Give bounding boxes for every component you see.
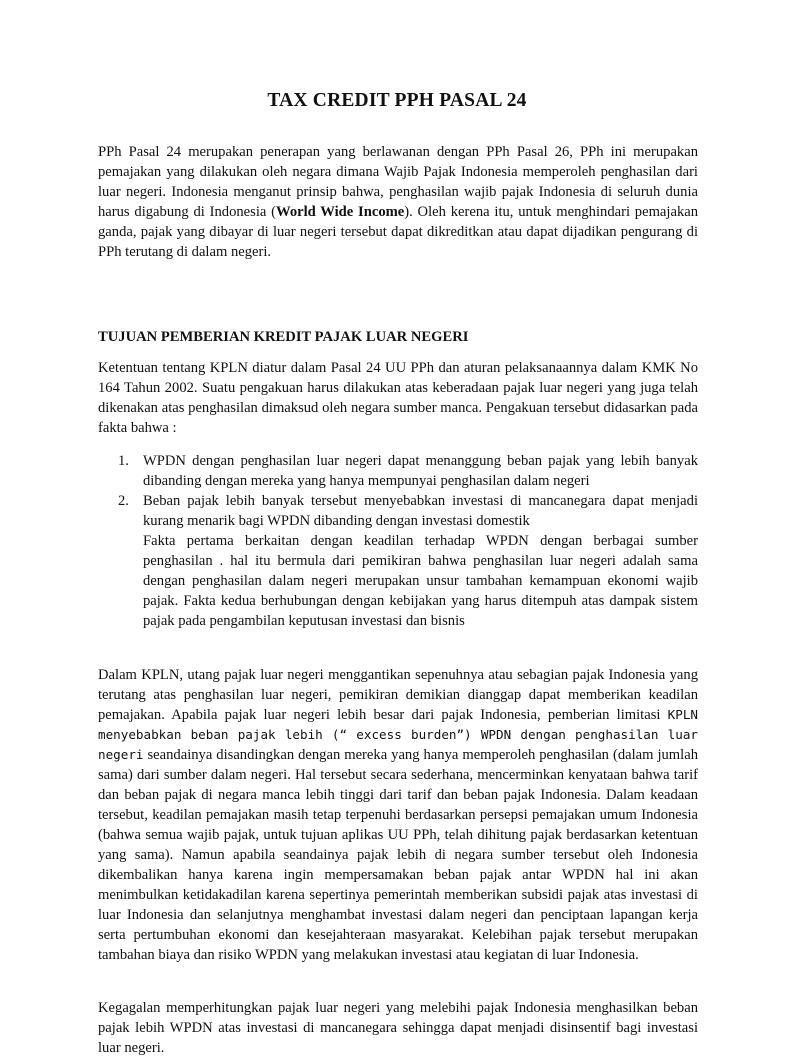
kpln-text-start: Dalam KPLN, utang pajak luar negeri menggantikan sepenuhnya atau sebagian pajak Indonesia yang terutang atas penghasilan luar negeri, pemikiran demikian dianggap dapat memberikan keadilan pemajakan. Apabila pajak luar negeri lebih besar dari pajak Indonesia, pemberian limitasi	[98, 667, 698, 723]
section-paragraph: Ketentuan tentang KPLN diatur dalam Pasal 24 UU PPh dan aturan pelaksanaannya dalam KMK No 164 Tahun 2002. Suatu pengakuan harus dilakukan atas keberadaan pajak luar negeri yang juga telah dikenakan atas penghasilan dimaksud oleh negara sumber manca. Pengakuan tersebut didasarkan pada fakta bahwa :	[98, 360, 698, 436]
list-item	[118, 491, 698, 631]
list-item-continuation: Fakta pertama berkaitan dengan keadilan terhadap WPDN dengan berbagai sumber penghasilan . hal itu bermula dari pemikiran bahwa penghasilan luar negeri adalah sama dengan penghasilan dalam negeri merupakan unsur tambahan kemampuan ekonomi wajib pajak. Fakta kedua berhubungan dengan kebijakan yang harus ditempuh atas dampak sistem pajak pada pengambilan keputusan investasi dan bisnis	[143, 533, 698, 629]
intro-paragraph	[98, 142, 698, 262]
kpln-excess-burden-text: KPLN menyebabkan beban pajak lebih (“ excess burden”) WPDN dengan penghasilan luar negeri	[98, 707, 698, 762]
document-title: TAX CREDIT PPH PASAL 24	[267, 90, 527, 111]
facts-list	[118, 451, 698, 631]
list-item-number: 1.	[118, 453, 129, 469]
list-item-text: Beban pajak lebih banyak tersebut menyebabkan investasi di mancanegara dapat menjadi kurang menarik bagi WPDN dibanding dengan investasi domestik	[143, 493, 698, 529]
list-item	[118, 451, 698, 491]
kpln-paragraph	[98, 665, 698, 965]
intro-bold-term: World Wide Income	[276, 204, 405, 220]
section-heading: TUJUAN PEMBERIAN KREDIT PAJAK LUAR NEGERI	[98, 329, 469, 345]
intro-text-start: PPh Pasal 24 merupakan penerapan yang berlawanan dengan PPh Pasal 26, PPh ini merupakan pemajakan yang dilakukan oleh negara dimana Wajib Pajak Indonesia memperoleh penghasilan dari luar negeri. Indonesia menganut prinsip bahwa, penghasilan wajib pajak Indonesia di seluruh dunia harus digabung di Indonesia (	[98, 144, 698, 220]
list-item-text: WPDN dengan penghasilan luar negeri dapat menanggung beban pajak yang lebih banyak dibanding dengan mereka yang hanya mempunyai penghasilan dalam negeri	[143, 453, 698, 489]
intro-text-end: ). Oleh kerena itu, untuk menghindari pemajakan ganda, pajak yang dibayar di luar negeri tersebut dapat dikreditkan atau dapat dijadikan pengurang di PPh terutang di dalam negeri.	[98, 204, 699, 260]
list-item-number: 2.	[118, 493, 129, 509]
last-paragraph: Kegagalan memperhitungkan pajak luar negeri yang melebihi pajak Indonesia menghasilkan beban pajak lebih WPDN atas investasi di mancanegara sehingga dapat menjadi disinsentif bagi investasi luar negeri.	[98, 1000, 698, 1056]
kpln-text-end: seandainya disandingkan dengan mereka yang hanya memperoleh penghasilan (dalam jumlah sama) dari sumber dalam negeri. Hal tersebut secara sederhana, mencerminkan kenyataan bahwa tarif dan beban pajak di negara manca lebih tinggi dari tarif dan beban pajak Indonesia. Dalam keadaan tersebut, keadilan pemajakan masih tetap terpenuhi berdasarkan persepsi pemajakan umum Indonesia (bahwa semua wajib pajak, untuk tujuan aplikas UU PPh, telah dihitung pajak berdasarkan ketentuan yang sama). Namun apabila seandainya pajak lebih di negara sumber tersebut oleh Indonesia dikembalikan hanya karena ingin mempersamakan beban pajak antar WPDN hal ini akan menimbulkan ketidakadilan karena sepertinya pemerintah memberikan subsidi pajak atas investasi di luar Indonesia dan selanjutnya menghambat investasi dalam negeri dan penciptaan lapangan kerja serta pertumbuhan ekonomi dan kesejahteraan masyarakat. Kelebihan pajak tersebut merupakan tambahan biaya dan risiko WPDN yang melakukan investasi atau kegiatan di luar Indonesia.	[98, 747, 698, 963]
